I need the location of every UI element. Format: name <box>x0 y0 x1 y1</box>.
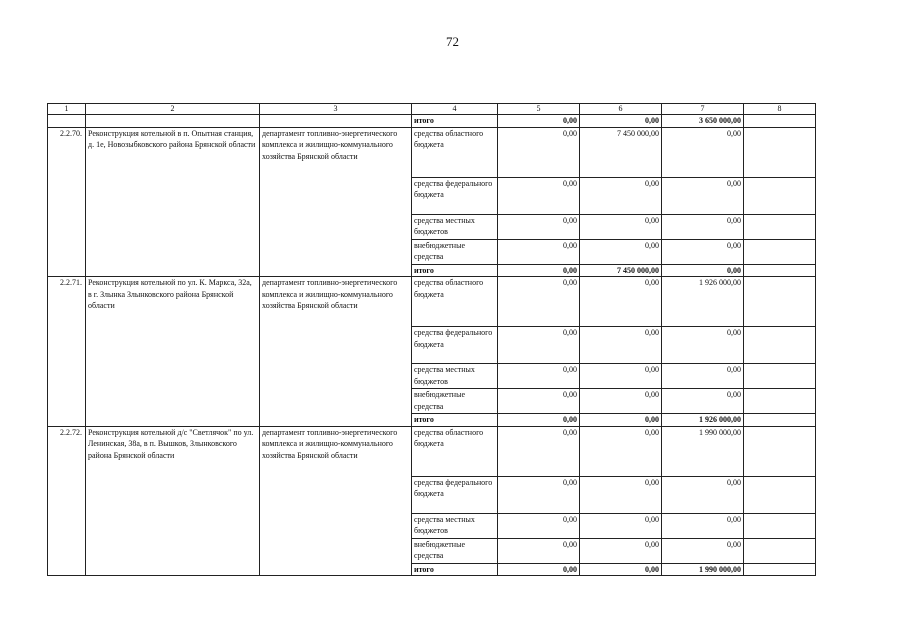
value-col-6: 7 450 000,00 <box>580 264 662 277</box>
total-label: итого <box>412 563 498 576</box>
value-col-5: 0,00 <box>498 513 580 538</box>
value-col-7: 3 650 000,00 <box>662 115 744 128</box>
funding-source-label: средства местных бюджетов <box>412 513 498 538</box>
value-col-5: 0,00 <box>498 389 580 414</box>
value-col-8 <box>744 214 816 239</box>
value-col-8 <box>744 127 816 177</box>
value-col-8 <box>744 115 816 128</box>
value-col-8 <box>744 513 816 538</box>
value-col-7: 0,00 <box>662 476 744 513</box>
value-col-6: 0,00 <box>580 327 662 364</box>
funding-source-row <box>48 277 816 327</box>
entry-number: 2.2.72. <box>48 426 86 576</box>
page-number: 72 <box>446 34 459 49</box>
value-col-8 <box>744 426 816 476</box>
value-col-8 <box>744 239 816 264</box>
entry-name: Реконструкция котельной по ул. К. Маркса, 32а, в г. Злынка Злынковского района Брянской области <box>86 277 260 427</box>
header-col-8: 8 <box>744 104 816 115</box>
value-col-6: 0,00 <box>580 177 662 214</box>
value-col-8 <box>744 177 816 214</box>
value-col-7: 0,00 <box>662 327 744 364</box>
entry-name: Реконструкция котельной в п. Опытная станция, д. 1е, Новозыбковского района Брянской области <box>86 127 260 277</box>
funding-source-row <box>48 127 816 177</box>
value-col-6: 0,00 <box>580 414 662 427</box>
value-col-7: 0,00 <box>662 177 744 214</box>
entry-department: департамент топливно-энергетического комплекса и жилищно-коммунального хозяйства Брянской области <box>260 426 412 576</box>
value-col-7: 0,00 <box>662 364 744 389</box>
header-col-2: 2 <box>86 104 260 115</box>
value-col-6: 0,00 <box>580 277 662 327</box>
value-col-7: 0,00 <box>662 538 744 563</box>
value-col-8 <box>744 264 816 277</box>
value-col-8 <box>744 364 816 389</box>
value-col-8 <box>744 277 816 327</box>
value-col-6: 0,00 <box>580 538 662 563</box>
funding-source-label: средства областного бюджета <box>412 277 498 327</box>
value-col-6: 0,00 <box>580 115 662 128</box>
value-col-5: 0,00 <box>498 563 580 576</box>
value-col-5: 0,00 <box>498 177 580 214</box>
value-col-7: 1 926 000,00 <box>662 277 744 327</box>
funding-source-label: средства федерального бюджета <box>412 476 498 513</box>
value-col-5: 0,00 <box>498 264 580 277</box>
value-col-6: 0,00 <box>580 214 662 239</box>
header-col-6: 6 <box>580 104 662 115</box>
funding-source-label: внебюджетные средства <box>412 239 498 264</box>
entry-number: 2.2.70. <box>48 127 86 277</box>
value-col-7: 0,00 <box>662 127 744 177</box>
value-col-6: 0,00 <box>580 563 662 576</box>
value-col-5: 0,00 <box>498 327 580 364</box>
value-col-5: 0,00 <box>498 476 580 513</box>
value-col-5: 0,00 <box>498 214 580 239</box>
value-col-7: 0,00 <box>662 214 744 239</box>
value-col-8 <box>744 538 816 563</box>
empty-cell <box>48 115 86 128</box>
entry-number: 2.2.71. <box>48 277 86 427</box>
value-col-6: 0,00 <box>580 513 662 538</box>
value-col-7: 0,00 <box>662 239 744 264</box>
entry-department: департамент топливно-энергетического комплекса и жилищно-коммунального хозяйства Брянской области <box>260 127 412 277</box>
value-col-5: 0,00 <box>498 538 580 563</box>
funding-source-label: внебюджетные средства <box>412 538 498 563</box>
funding-source-label: средства федерального бюджета <box>412 327 498 364</box>
header-col-7: 7 <box>662 104 744 115</box>
value-col-5: 0,00 <box>498 127 580 177</box>
value-col-5: 0,00 <box>498 239 580 264</box>
total-label: итого <box>412 414 498 427</box>
header-col-3: 3 <box>260 104 412 115</box>
empty-cell <box>86 115 260 128</box>
funding-source-label: внебюджетные средства <box>412 389 498 414</box>
empty-cell <box>260 115 412 128</box>
value-col-7: 1 990 000,00 <box>662 563 744 576</box>
value-col-6: 0,00 <box>580 364 662 389</box>
entry-department: департамент топливно-энергетического комплекса и жилищно-коммунального хозяйства Брянской области <box>260 277 412 427</box>
value-col-5: 0,00 <box>498 426 580 476</box>
value-col-7: 0,00 <box>662 389 744 414</box>
funding-table <box>47 103 816 576</box>
value-col-5: 0,00 <box>498 115 580 128</box>
value-col-7: 0,00 <box>662 513 744 538</box>
value-col-5: 0,00 <box>498 414 580 427</box>
value-col-7: 1 926 000,00 <box>662 414 744 427</box>
funding-source-label: средства федерального бюджета <box>412 177 498 214</box>
value-col-7: 1 990 000,00 <box>662 426 744 476</box>
value-col-5: 0,00 <box>498 277 580 327</box>
header-col-4: 4 <box>412 104 498 115</box>
value-col-6: 0,00 <box>580 476 662 513</box>
value-col-7: 0,00 <box>662 264 744 277</box>
value-col-5: 0,00 <box>498 364 580 389</box>
total-label: итого <box>412 264 498 277</box>
funding-source-label: средства областного бюджета <box>412 426 498 476</box>
funding-source-label: средства местных бюджетов <box>412 214 498 239</box>
value-col-8 <box>744 563 816 576</box>
header-row <box>48 104 816 115</box>
header-col-1: 1 <box>48 104 86 115</box>
value-col-8 <box>744 389 816 414</box>
entry-name: Реконструкция котельной д/с "Светлячок" по ул. Ленинская, 38а, в п. Вышков, Злынковского района Брянской области <box>86 426 260 576</box>
funding-source-label: средства областного бюджета <box>412 127 498 177</box>
value-col-8 <box>744 414 816 427</box>
value-col-6: 0,00 <box>580 239 662 264</box>
value-col-8 <box>744 327 816 364</box>
value-col-6: 7 450 000,00 <box>580 127 662 177</box>
value-col-8 <box>744 476 816 513</box>
total-label: итого <box>412 115 498 128</box>
funding-source-row <box>48 426 816 476</box>
carry-total-row <box>48 115 816 128</box>
value-col-6: 0,00 <box>580 389 662 414</box>
value-col-6: 0,00 <box>580 426 662 476</box>
header-col-5: 5 <box>498 104 580 115</box>
funding-source-label: средства местных бюджетов <box>412 364 498 389</box>
